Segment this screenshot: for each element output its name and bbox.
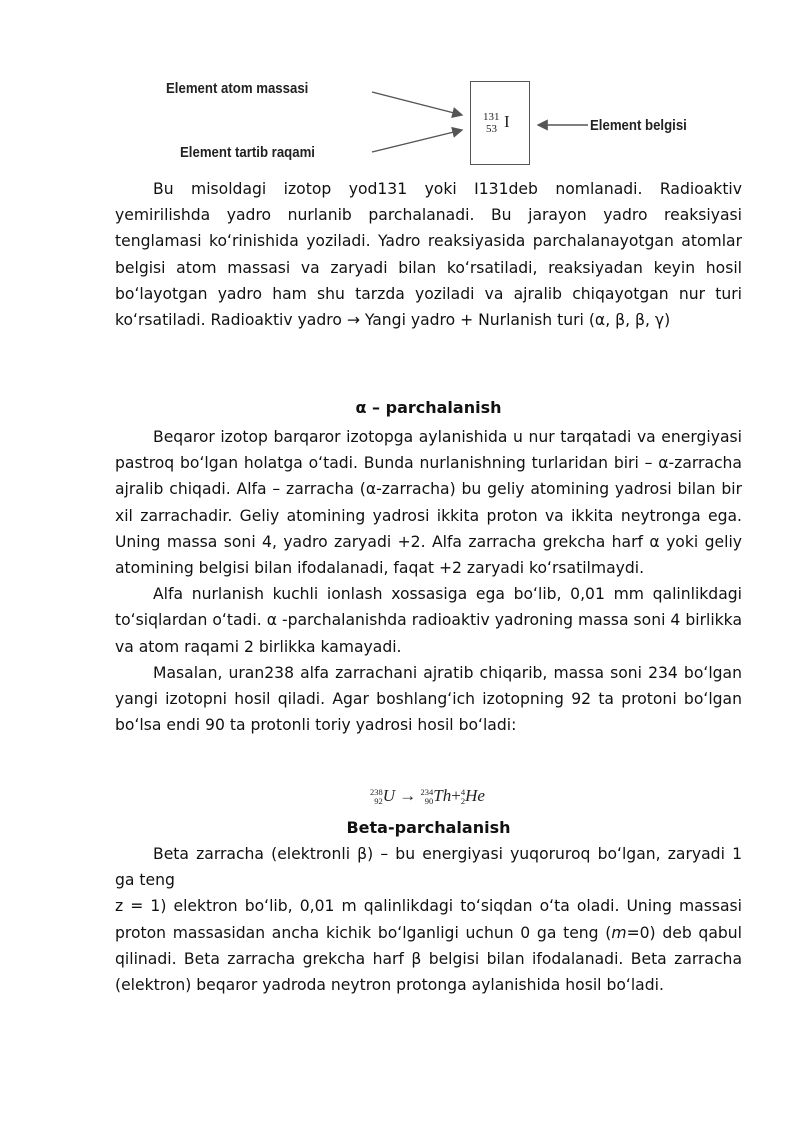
th-scripts: 234 90 xyxy=(420,787,434,807)
label-atomic-mass: Element atom massasi xyxy=(166,80,309,97)
beta-paragraph-1: Beta zarracha (elektronli β) – bu energiyasi yuqoruroq boʻlgan, zaryadi 1 ga teng xyxy=(115,845,742,890)
beta-section xyxy=(115,841,742,998)
arrow-mass xyxy=(372,92,462,115)
alpha-section xyxy=(115,424,742,738)
isotope-box xyxy=(470,81,530,165)
label-element-symbol: Element belgisi xyxy=(590,117,687,134)
th-symbol: Th xyxy=(433,786,452,805)
diagram-arrows xyxy=(160,70,720,170)
label-atomic-number: Element tartib raqami xyxy=(180,144,315,161)
he-symbol: He xyxy=(465,786,485,805)
u-scripts: 238 92 xyxy=(370,787,383,807)
alpha-decay-equation xyxy=(370,786,485,806)
intro-paragraph: Bu misoldagi izotop yod131 yoki I131deb nomlanadi. Radioaktiv yemirilishda yadro nurlanib parchalanadi. Bu jarayon yadro reaksiyasi tenglamasi koʻrinishida yoziladi. Yadro reaksiyasida parchalanayotgan atomlar belgisi atom massasi va zaryadi bilan koʻrsatiladi, reaksiyadan keyin hosil boʻlayotgan yadro ham shu tarzda yoziladi va ajralib chiqayotgan nur turi koʻrsatiladi. Radioaktiv yadro → Yangi yadro + Nurlanish turi (α, β, β, γ) xyxy=(115,180,742,330)
arrow-number xyxy=(372,130,462,152)
isotope-diagram xyxy=(160,70,720,170)
isotope-number: 53 xyxy=(486,123,497,135)
isotope-mass: 131 xyxy=(483,111,500,123)
intro-section xyxy=(115,176,742,333)
beta-paragraph-2: z = 1) elektron boʻlib, 0,01 m qalinlikdagi toʻsiqdan oʻta oladi. Uning massasi proton massasidan ancha kichik boʻlganligi uchun 0 ga teng (m=0) deb qabul qilinadi. Beta zarracha grekcha harf β belgisi bilan ifodalanadi. Beta zarracha (elektron) beqaror yadroda neytron protonga aylanishida hosil boʻladi. xyxy=(115,897,742,995)
u-symbol: U xyxy=(382,786,396,805)
he-scripts: 4 2 xyxy=(460,787,466,807)
reaction-arrow: → xyxy=(399,786,417,805)
alpha-paragraph-1: Beqaror izotop barqaror izotopga aylanishida u nur tarqatadi va energiyasi pastroq boʻlgan holatga oʻtadi. Bunda nurlanishning turlaridan biri – α-zarracha ajralib chiqadi. Alfa – zarracha (α-zarracha) bu geliy atomining yadrosi bilan bir xil zarrachadir. Geliy atomining yadrosi ikkita proton va ikkita neytronga ega. Uning massa soni 4, yadro zaryadi +2. Alfa zarracha grekcha harf α yoki geliy atomining belgisi bilan ifodalanadi, faqat +2 zaryadi koʻrsatilmaydi. xyxy=(115,428,742,578)
isotope-symbol: I xyxy=(504,112,510,131)
alpha-paragraph-3: Masalan, uran238 alfa zarrachani ajratib chiqarib, massa soni 234 boʻlgan yangi izotopni hosil qiladi. Agar boshlangʻich izotopning 92 ta protoni boʻlgan boʻlsa endi 90 ta protonli toriy yadrosi hosil boʻladi: xyxy=(115,663,742,735)
plus-sign: + xyxy=(451,786,461,805)
alpha-paragraph-2: Alfa nurlanish kuchli ionlash xossasiga ega boʻlib, 0,01 mm qalinlikdagi toʻsiqlardan oʻtadi. α -parchalanishda radioaktiv yadroning massa soni 4 birlikka va atom raqami 2 birlikka kamayadi. xyxy=(115,585,742,656)
alpha-heading: α – parchalanish xyxy=(355,398,502,417)
beta-heading: Beta-parchalanish xyxy=(346,818,511,837)
